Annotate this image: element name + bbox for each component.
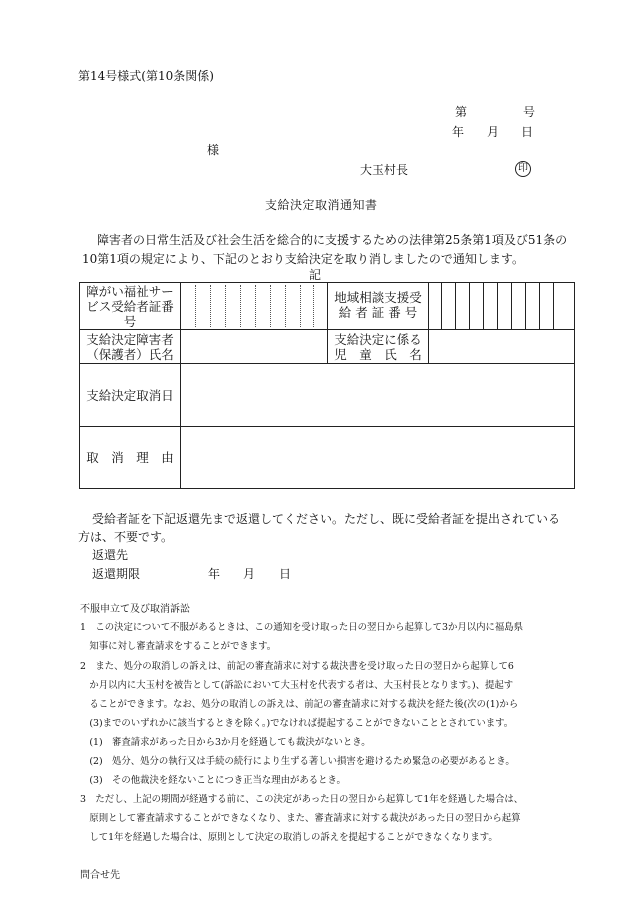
intro-line-2: 10第1項の規定により、下記のとおり支給決定を取り消しましたので通知します。 — [82, 252, 524, 266]
guardian-name-label: 支給決定障害者 （保護者）氏名 — [86, 332, 174, 362]
date-year-label: 年 — [452, 125, 465, 139]
seal-mark: 印 — [515, 161, 531, 177]
deadline-day: 日 — [279, 567, 292, 581]
ref-dai: 第 — [455, 105, 468, 119]
return-notice-line-1: 受給者証を下記返還先まで返還してください。ただし、既に受給者証を提出されている — [92, 512, 561, 526]
recipient-number-label: 障がい福祉サー ビス受給者証番 号 — [86, 284, 174, 329]
deadline-month: 月 — [243, 567, 256, 581]
deadline-year: 年 — [208, 567, 221, 581]
ki-label: 記 — [309, 268, 322, 282]
form-number: 第14号様式(第10条関係) — [78, 69, 214, 83]
guardian-name-field[interactable] — [181, 330, 327, 363]
ref-go: 号 — [523, 105, 536, 119]
cancel-date-label: 支給決定取消日 — [86, 388, 174, 403]
child-name-label: 支給決定に係る 児 童 氏 名 — [334, 332, 422, 362]
return-deadline-label: 返還期限 — [92, 567, 141, 581]
date-month-label: 月 — [487, 125, 500, 139]
date-day-label: 日 — [521, 125, 534, 139]
contact-label: 問合せ先 — [80, 870, 120, 881]
cancel-date-field[interactable] — [181, 364, 574, 426]
child-name-field[interactable] — [429, 330, 574, 363]
addressee-suffix: 様 — [207, 143, 220, 157]
appeal-heading: 不服申立て及び取消訴訟 — [80, 604, 190, 615]
intro-line-1: 障害者の日常生活及び社会生活を総合的に支援するための法律第25条第1項及び51条の — [97, 233, 568, 247]
cancel-reason-label: 取 消 理 由 — [86, 450, 174, 465]
document-title: 支給決定取消通知書 — [265, 198, 378, 212]
consultation-number-label: 地域相談支援受 給 者 証 番 号 — [334, 290, 422, 320]
return-notice-line-2: 方は、不要です。 — [78, 530, 174, 544]
cancel-reason-field[interactable] — [181, 427, 574, 488]
return-destination-label: 返還先 — [92, 548, 129, 562]
issuer-name: 大玉村長 — [360, 163, 409, 177]
